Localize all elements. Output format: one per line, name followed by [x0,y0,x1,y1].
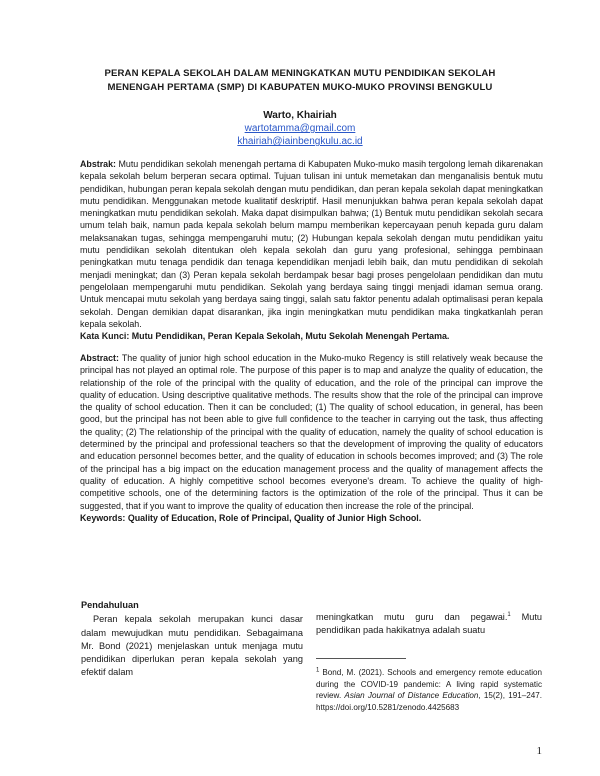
kata-kunci: Kata Kunci: Mutu Pendidikan, Peran Kepala Sekolah, Mutu Sekolah Menengah Pertama. [80,331,450,342]
title-line-2: MENENGAH PERTAMA (SMP) DI KABUPATEN MUKO-MUKO PROVINSI BENGKULU [107,82,493,93]
footnote-journal: Asian Journal of Distance Education [344,691,479,701]
paper-title [60,67,540,95]
footnote-marker: 1 [316,667,320,674]
abstract-text: The quality of junior high school education in the Muko-muko Regency is still relatively weak because the principal has not played an optimal role. The purpose of this paper is to map and analyze the quality of education, the relationship of the role of the principal with the quality of education, and the role of the principal can improve the quality of education. Using descriptive qualitative methods. The results show that the role of the principal can improve the quality of school education. Then it can be concluded; (1) The quality of school education, in general, has been good, but the principal has not been able to give full confidence to the teacher in carrying out the task, thus affecting the quality; (2) The relationship of the principal with the quality of education, namely the quality of school education is determined by the principal and professional teachers so that the development of improving the quality of educators and education personnel becomes better, and the quality of education in schools becomes improved; and (3) The role of the principal has a big impact on the education management process and the quality of management affects the quality of education. A highly competitive school becomes everyone's dream. To achieve the quality of high-competitive schools, one of the determining factors is the optimization of the role of the principal. Thus it can be suggested, that if you want to improve the quality of education then increase the role of the principal. [80,353,543,511]
body-left-column [81,599,303,680]
footnote [316,667,542,713]
keywords: Keywords: Quality of Education, Role of Principal, Quality of Junior High School. [80,512,422,523]
body-right-column [316,611,542,638]
abstract-paragraph [80,352,543,512]
email-link-1[interactable]: wartotamma@gmail.com [244,123,356,134]
footnote-text: Bond, M. (2021). Schools and emergency remote education during the COVID-19 pandemic: A living rapid systematic review. [316,668,542,701]
section-heading: Pendahuluan [81,600,139,610]
footnote-ref[interactable]: 1 [507,611,511,618]
page-number: 1 [536,745,542,757]
abstrak-text: Mutu pendidikan sekolah menengah pertama di Kabupaten Muko-muko masih tergolong lemah dikarenakan kepala sekolah belum berperan secara optimal. Tujuan tulisan ini untuk memetakan dan menganalisis bentuk mutu pendidikan, hubungan peran kepala sekolah dengan mutu pendidikan, dan peran kepala sekolah dapat meningkatkan mutu pendidikan. Menggunakan metode kualitatif deskriptif. Hasil menunjukkan bahwa peran kepala sekolah dapat meningkatkan mutu pendidikan sekolah. Maka dapat disimpulkan bahwa; (1) Bentuk mutu pendidikan sekolah secara umum telah baik, namun pada kepala sekolah belum mampu memberikan kepercayaan penuh kepada guru dalam melaksanakan tugas, sehingga mempengaruhi mutu; (2) Hubungan kepala sekolah dengan mutu pendidikan yaitu mutu pendidikan sekolah ditentukan oleh kepala sekolah dan guru yang profesional, sehingga pembinaan peningkatkan mutu tenaga pendidik dan tenaga kependidikan menjadi lebih baik, dan mutu pendidikan di sekolah menjadi meningkat; dan (3) Peran kepala sekolah berdampak besar bagi proses pengelolaan pendidikan dan mutu pengelolaan mempengaruhi mutu pendidikan. Sekolah yang berdaya saing tinggi menjadi idaman semua orang. Untuk mencapai mutu sekolah yang berdaya saing tinggi, salah satu faktor penentu adalah optimalisasi peran kepala sekolah. Dengan demikian dapat disarankan, jika ingin meningkatkan mutu pendidikan maka tingkatkanlah peran kepala sekolah. [80,159,543,329]
email-link-2[interactable]: khairiah@iainbengkulu.ac.id [237,136,363,147]
abstrak-label: Abstrak: [80,159,117,169]
footnote-text-end: , 15(2), 191–247. https://doi.org/10.5281/zenodo.4425683 [316,691,542,712]
title-line-1: PERAN KEPALA SEKOLAH DALAM MENINGKATKAN MUTU PENDIDIKAN SEKOLAH [104,68,496,79]
footnote-divider [316,658,406,659]
authors: Warto, Khairiah [263,110,337,121]
intro-continued: meningkatkan mutu guru dan pegawai. [316,612,508,622]
abstract-block [80,352,543,524]
abstract-label: Abstract: [80,353,119,363]
abstrak-block [80,158,543,342]
intro-continued-2: Mutu pendidikan pada hakikatnya adalah suatu [316,612,542,636]
abstrak-paragraph [80,158,543,330]
intro-paragraph: Peran kepala sekolah merupakan kunci dasar dalam mewujudkan mutu pendidikan. Sebagaimana Mr. Bond (2021) menjelaskan untuk menjaga mutu pendidikan diperlukan peran kepala sekolah yang efektif dalam [81,614,303,678]
